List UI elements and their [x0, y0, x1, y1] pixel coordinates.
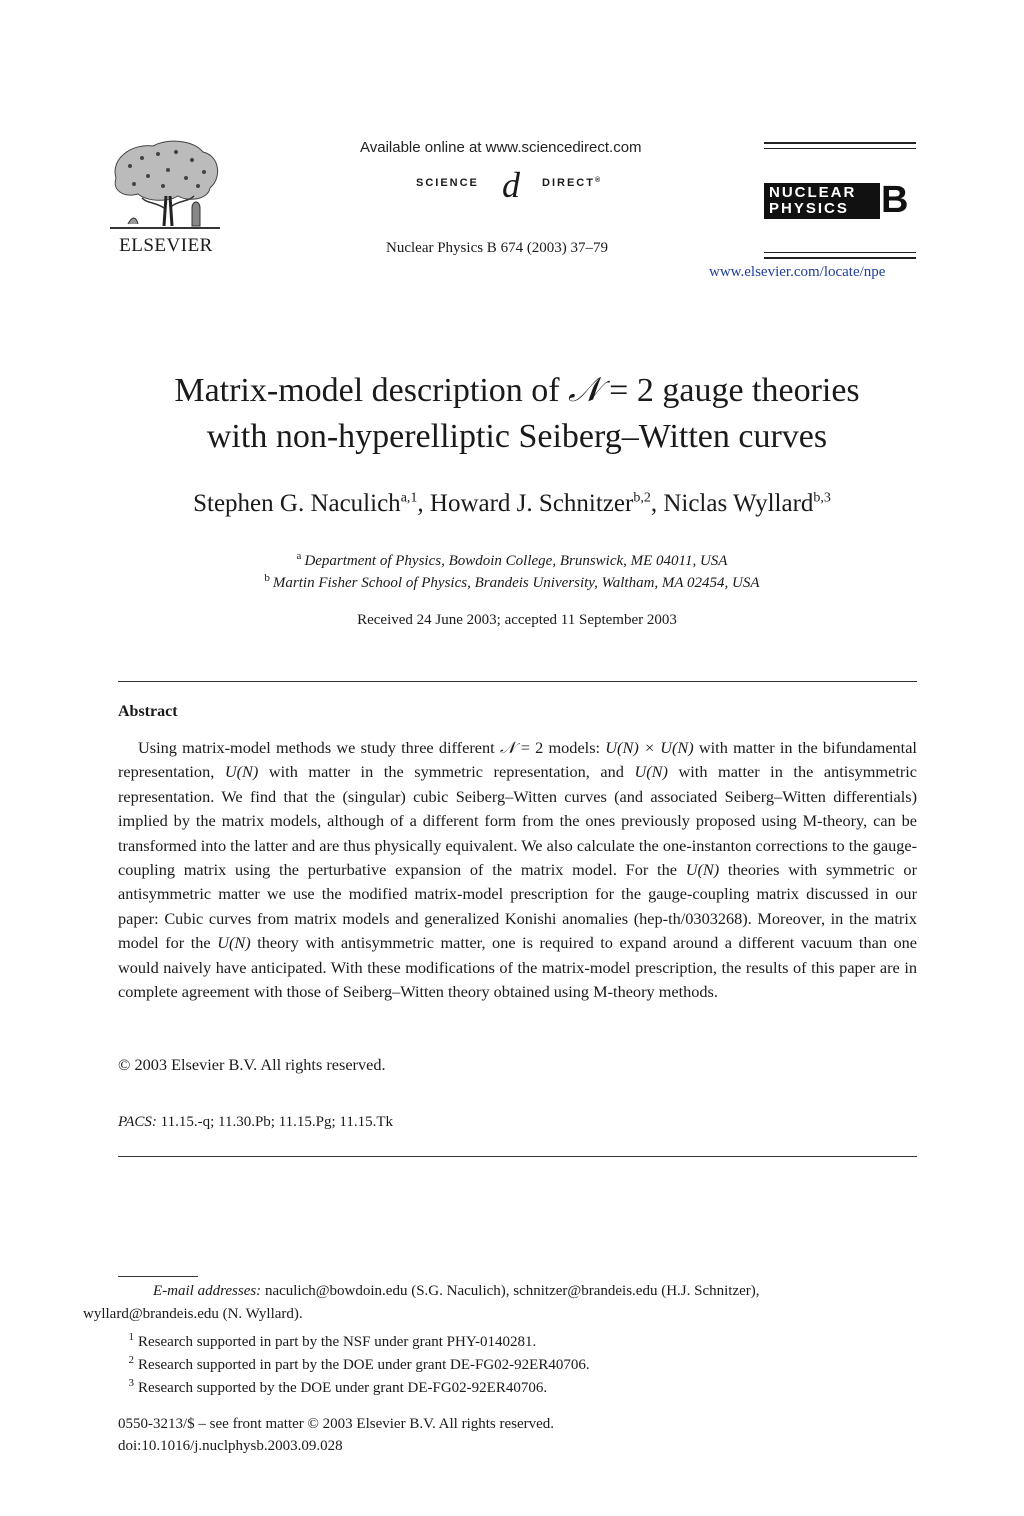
pacs-values: 11.15.-q; 11.30.Pb; 11.15.Pg; 11.15.Tk [156, 1114, 394, 1130]
title-n-symbol: 𝒩 [568, 372, 601, 409]
sciencedirect-logo-right-text: DIRECT [542, 177, 595, 189]
abstract-text-part: with matter in the symmetric representation, and [258, 762, 635, 782]
publisher-logo [108, 138, 230, 257]
abstract-text-part: = 2 models: [515, 738, 606, 757]
journal-rule-bottom-thick [764, 257, 916, 259]
author-name: Stephen G. Naculich [193, 490, 401, 517]
available-online-text: Available online at www.sciencedirect.com [360, 139, 642, 156]
front-matter-line: 0550-3213/$ – see front matter © 2003 Elsevier B.V. All rights reserved. [118, 1416, 555, 1432]
footnote-text: Research supported in part by the NSF under grant PHY-0140281. [138, 1334, 537, 1350]
author-affiliation-mark: b,3 [813, 490, 831, 506]
abstract-math: U(N) [217, 933, 251, 953]
sciencedirect-logo-right [542, 177, 602, 189]
sciencedirect-logo [416, 167, 626, 207]
journal-reference: Nuclear Physics B 674 (2003) 37–79 [386, 240, 609, 256]
abstract-body [118, 736, 917, 1004]
abstract-text-part: theories with symmetric or antisymmetric matter we use the modified matrix-model prescription for the gauge-coupling matrix discussed in our paper: Cubic curves from matrix models and generalized Konishi anomalies (hep-th/0303268). Moreover, in the matrix model for the [118, 860, 917, 953]
elsevier-tree-icon [108, 138, 224, 233]
email-text-2: wyllard@brandeis.edu (N. Wyllard). [83, 1306, 303, 1322]
publisher-name: ELSEVIER [119, 235, 213, 256]
affiliation-text: Department of Physics, Bowdoin College, Brunswick, ME 04011, USA [304, 553, 728, 569]
journal-url-link[interactable]: www.elsevier.com/locate/npe [709, 264, 886, 280]
author-name: Niclas Wyllard [663, 490, 814, 517]
journal-rule-top-thin [764, 148, 916, 149]
author-list [0, 490, 1024, 518]
affiliation-mark: b [264, 572, 270, 584]
title-line-1-rest: = 2 gauge theories [600, 372, 860, 409]
sciencedirect-logo-left: SCIENCE [416, 177, 479, 189]
abstract-math: U(N) [634, 762, 668, 782]
abstract-rule-top [118, 681, 917, 682]
journal-rule-top-thick [764, 142, 916, 144]
author-affiliation-mark: b,2 [633, 490, 651, 506]
abstract-heading: Abstract [118, 703, 178, 720]
footnote-email [83, 1280, 918, 1326]
author-separator: , [417, 490, 430, 517]
author-name: Howard J. Schnitzer [429, 490, 634, 517]
author-affiliation-mark: a,1 [400, 490, 418, 506]
title-line-1-text: Matrix-model description of [174, 372, 569, 409]
title-line-1 [0, 368, 1024, 414]
email-text-1: naculich@bowdoin.edu (S.G. Naculich), schnitzer@brandeis.edu (H.J. Schnitzer), [261, 1283, 760, 1299]
footnote-mark: 2 [128, 1354, 134, 1366]
pacs-label: PACS: [118, 1114, 157, 1130]
abstract-text-part: theory with antisymmetric matter, one is required to expand around a different vacuum than one would naively have anticipated. With these modifications of the matrix-model prescription, the results of this paper are in complete agreement with those of Seiberg–Witten theory obtained using M-theory methods. [118, 933, 918, 1002]
pacs-codes [118, 1114, 393, 1131]
received-dates: Received 24 June 2003; accepted 11 September 2003 [357, 612, 677, 628]
affiliation-a [0, 550, 1024, 570]
doi-line: doi:10.1016/j.nuclphysb.2003.09.028 [118, 1438, 343, 1454]
footnote-mark: 1 [128, 1331, 134, 1343]
journal-logo-line1: NUCLEAR [769, 184, 857, 201]
abstract-math: U(N) × U(N) [605, 738, 694, 757]
footnote-mark: 3 [128, 1377, 134, 1389]
journal-rule-bottom-thin [764, 252, 916, 253]
sciencedirect-at-icon: d [502, 165, 520, 205]
title-line-2: with non-hyperelliptic Seiberg–Witten curves [206, 418, 828, 455]
affiliation-mark: a [296, 550, 302, 562]
journal-logo-line2: PHYSICS [769, 200, 849, 217]
abstract-rule-bottom [118, 1156, 917, 1157]
journal-logo-box [764, 183, 880, 219]
footnote-3 [118, 1372, 918, 1400]
paper-title [0, 368, 1024, 460]
affiliation-b [0, 572, 1024, 592]
abstract-math: U(N) [224, 762, 259, 782]
email-label: E-mail addresses: [153, 1283, 262, 1299]
registered-mark: ® [594, 177, 603, 184]
author-separator: , [650, 490, 664, 517]
abstract-text-part: Using matrix-model methods we study three different [138, 738, 500, 757]
affiliation-text: Martin Fisher School of Physics, Brandeis University, Waltham, MA 02454, USA [272, 575, 760, 591]
abstract-copyright: © 2003 Elsevier B.V. All rights reserved. [118, 1055, 386, 1074]
abstract-text-part: with matter in the bifundamental representation, [118, 738, 917, 782]
footnote-rule [118, 1276, 198, 1277]
journal-logo-letter: B [881, 179, 909, 221]
abstract-n-symbol: 𝒩 [499, 738, 516, 757]
footnote-text: Research supported in part by the DOE under grant DE-FG02-92ER40706. [138, 1357, 590, 1373]
abstract-text-part: with matter in the antisymmetric representation. We find that the (singular) cubic Seiberg–Witten curves (and associated Seiberg–Witten differentials) implied by the matrix models, although of a different form from the ones previously proposed using M-theory, can be transformed into the latter and are thus physically equivalent. We also calculate the one-instanton corrections to the gauge-coupling matrix using the perturbative expansion of the matrix model. For the [118, 762, 918, 880]
abstract-math: U(N) [685, 860, 720, 880]
footnote-text: Research supported by the DOE under grant DE-FG02-92ER40706. [138, 1380, 548, 1396]
